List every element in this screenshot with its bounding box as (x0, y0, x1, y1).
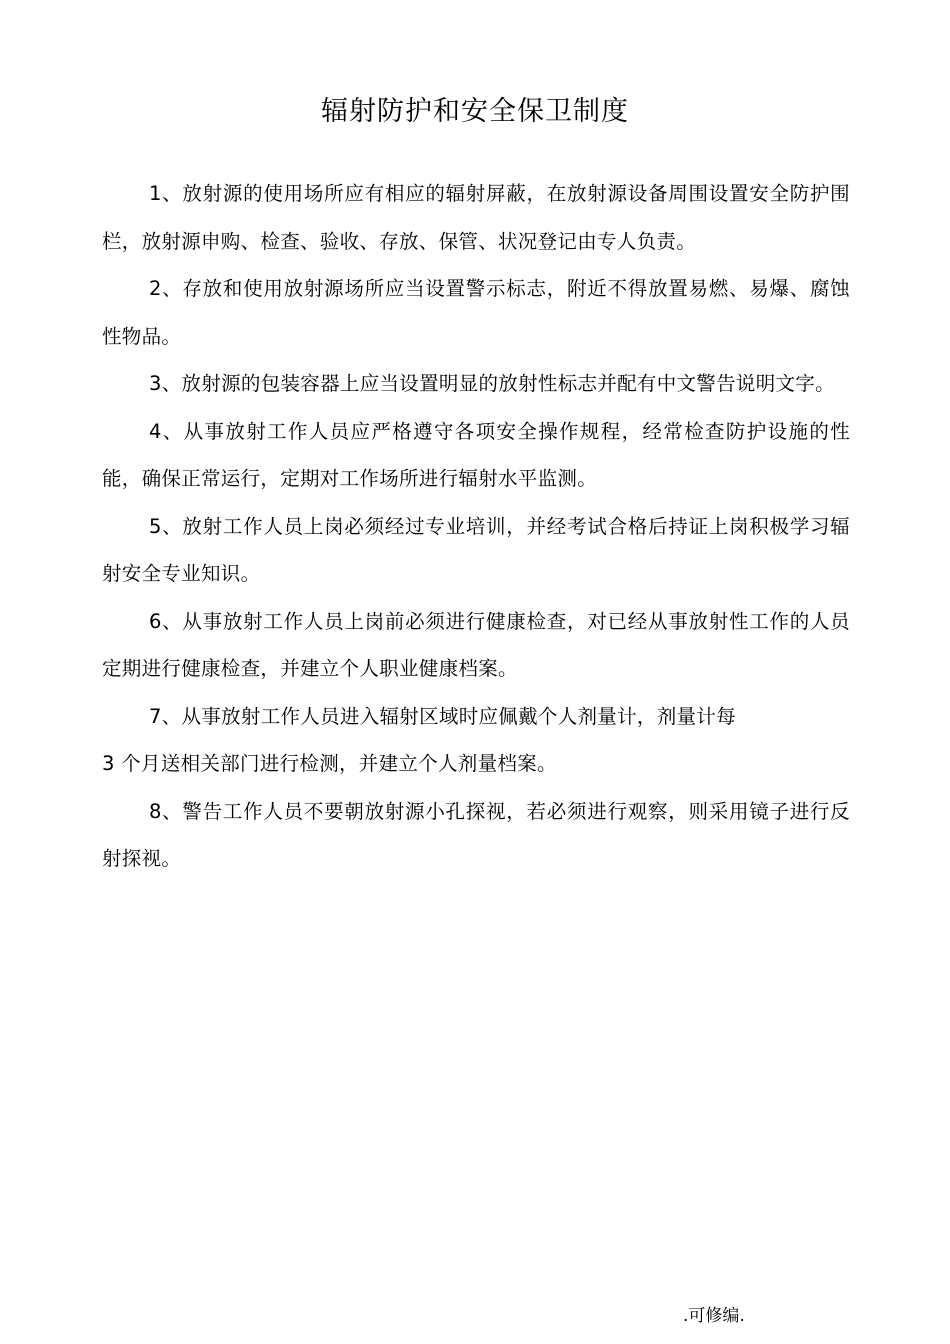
paragraph-5: 5、放射工作人员上岗必须经过专业培训，并经考试合格后持证上岗积极学习辐射安全专业知识。 (102, 514, 850, 585)
footer-note: .可修编. (683, 1306, 745, 1326)
paragraph-7-line-2: 3 个月送相关部门进行检测，并建立个人剂量档案。 (102, 752, 557, 775)
paragraph-4: 4、从事放射工作人员应严格遵守各项安全操作规程，经常检查防护设施的性能，确保正常运行，定期对工作场所进行辐射水平监测。 (102, 419, 850, 490)
paragraph-7 (102, 693, 850, 788)
document-body (102, 170, 850, 883)
document-title: 辐射防护和安全保卫制度 (321, 96, 629, 127)
paragraph-1: 1、放射源的使用场所应有相应的辐射屏蔽，在放射源设备周围设置安全防护围栏，放射源申购、检查、验收、存放、保管、状况登记由专人负责。 (102, 182, 850, 253)
paragraph-7-line-1: 7、从事放射工作人员进入辐射区域时应佩戴个人剂量计，剂量计每 (149, 704, 736, 728)
paragraph-6: 6、从事放射工作人员上岗前必须进行健康检查，对已经从事放射性工作的人员定期进行健康检查，并建立个人职业健康档案。 (102, 609, 850, 680)
paragraph-2: 2、存放和使用放射源场所应当设置警示标志，附近不得放置易燃、易爆、腐蚀性物品。 (102, 277, 850, 348)
paragraph-3: 3、放射源的包装容器上应当设置明显的放射性标志并配有中文警告说明文字。 (149, 372, 835, 395)
paragraph-8: 8、警告工作人员不要朝放射源小孔探视，若必须进行观察，则采用镜子进行反射探视。 (102, 799, 850, 870)
